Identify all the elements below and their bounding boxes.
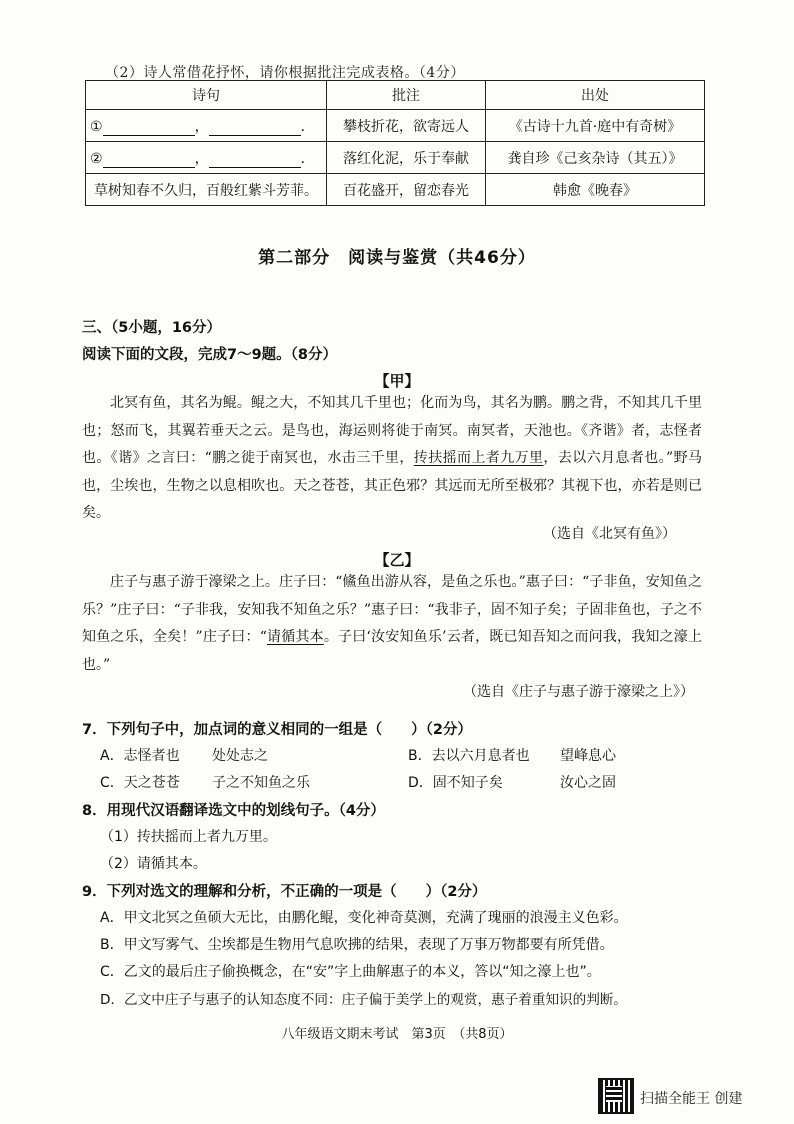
option-d-1: D．固不知子矣: [408, 775, 503, 791]
question-7-stem: 7．下列句子中，加点词的意义相同的一组是（ ）（2分）: [82, 722, 472, 738]
row-number: ②: [90, 150, 103, 167]
option-a-2: 处处志之: [212, 748, 268, 764]
section-title: 第二部分 阅读与鉴赏（共46分）: [258, 248, 536, 268]
table-row: [86, 110, 705, 142]
header-note: 批注: [327, 81, 486, 110]
note-cell: 百花盛开，留恋春光: [327, 174, 486, 206]
header-poem: 诗句: [86, 81, 327, 110]
question-8-item-1: （1）抟扶摇而上者九万里。: [100, 829, 277, 845]
source-cell: 龚自珍《己亥杂诗（其五）》: [486, 142, 705, 174]
question-9-option-c: C．乙文的最后庄子偷换概念，在“安”字上曲解惠子的本义，答以“知之濠上也”。: [100, 964, 601, 980]
passage-text: 北冥有鱼，其名为鲲。鲲之大，不知其几千里也；化而为鸟，其名为鹏。鹏之背，不知其几千里也；怒而飞，其翼若垂天之云。是鸟也，海运则将徙于南冥。南冥者，天池也。《齐谐》者，志怪者也。《谐》之言曰：“鹏之徙于南冥也，水击三千里，: [82, 395, 702, 466]
answer-blank[interactable]: [103, 153, 195, 168]
source-cell: 韩愈《晚春》: [486, 174, 705, 206]
comma: ，: [194, 150, 209, 167]
question-8-stem: 8．用现代汉语翻译选文中的划线句子。（4分）: [82, 803, 385, 819]
option-d-2: 汝心之固: [560, 775, 616, 791]
option-b-1: B．去以六月息者也: [408, 748, 530, 764]
question-9-stem: 9．下列对选文的理解和分析，不正确的一项是（ ）（2分）: [82, 884, 487, 900]
qr-code-icon: [598, 1078, 634, 1114]
poem-cell-2: ② ， ．: [86, 142, 327, 174]
passage-text: 。子曰‘汝安知鱼乐’云者，既已知吾知之而问我，我知之濠上也。”: [82, 629, 703, 673]
note-cell: 落红化泥，乐于奉献: [327, 142, 486, 174]
underlined-sentence: 请循其本: [266, 629, 324, 645]
answer-blank[interactable]: [103, 121, 195, 136]
passage-jia-text: [82, 390, 702, 528]
question-8-item-2: （2）请循其本。: [100, 856, 207, 872]
question-9-option-d: D．乙文中庄子与惠子的认知态度不同：庄子偏于美学上的观赏，惠子着重知识的判断。: [100, 992, 628, 1008]
option-c-1: C．天之苍苍: [100, 775, 180, 791]
answer-blank[interactable]: [209, 121, 301, 136]
scanner-watermark: 扫描全能王 创建: [640, 1091, 743, 1107]
passage-jia: [82, 390, 702, 528]
passage-text: 庄子与惠子游于濠梁之上。庄子曰：“鯈鱼出游从容，是鱼之乐也。”惠子曰：“子非鱼，安知鱼之乐？”庄子曰：“子非我，安知我不知鱼之乐？”惠子曰：“我非子，固不知子矣；子固非鱼也，子之不知鱼之乐，全矣！”庄子曰：“: [82, 574, 702, 645]
comma: ，: [194, 118, 209, 135]
note-cell: 攀枝折花，欲寄远人: [327, 110, 486, 142]
passage-text: ，去以六月息者也。”野马也，尘埃也，生物之以息相吹也。天之苍苍，其正色邪？其远而无所至极邪？其视下也，亦若是则已矣。: [82, 450, 702, 521]
page-footer: 八年级语文期末考试 第3页 （共8页）: [281, 1027, 513, 1042]
passage-yi-source: （选自《庄子与惠子游于濠梁之上》）: [463, 684, 694, 700]
source-cell: 《古诗十九首·庭中有奇树》: [486, 110, 705, 142]
header-source: 出处: [486, 81, 705, 110]
passage-yi: [82, 569, 702, 679]
option-c-2: 子之不知鱼之乐: [212, 775, 310, 791]
table-header-row: [86, 81, 705, 110]
passage-jia-heading: 【甲】: [374, 372, 420, 390]
poem-cell-1: ① ， ．: [86, 110, 327, 142]
option-b-2: 望峰息心: [560, 748, 616, 764]
table-row: [86, 142, 705, 174]
question-2-prompt: （2）诗人常借花抒怀，请你根据批注完成表格。（4分）: [105, 65, 465, 81]
part-three-heading: 三、（5小题，16分）: [82, 320, 222, 336]
underlined-sentence: 抟扶摇而上者九万里: [413, 450, 544, 466]
poem-table: [85, 80, 705, 206]
question-9-option-a: A．甲文北冥之鱼硕大无比，由鹏化鲲，变化神奇莫测，充满了瑰丽的浪漫主义色彩。: [100, 910, 628, 926]
question-9-option-b: B．甲文写雾气、尘埃都是生物用气息吹拂的结果，表现了万事万物都要有所凭借。: [100, 937, 614, 953]
answer-blank[interactable]: [209, 153, 301, 168]
table-row: [86, 174, 705, 206]
option-a-1: A．志怪者也: [100, 748, 180, 764]
reading-instructions: 阅读下面的文段，完成7～9题。（8分）: [82, 347, 338, 363]
row-number: ①: [90, 118, 103, 135]
passage-yi-text: [82, 569, 702, 679]
poem-cell-3: 草树知春不久归，百般红紫斗芳菲。: [86, 174, 327, 206]
passage-yi-heading: 【乙】: [374, 551, 420, 569]
passage-jia-source: （选自《北冥有鱼》）: [543, 526, 676, 542]
